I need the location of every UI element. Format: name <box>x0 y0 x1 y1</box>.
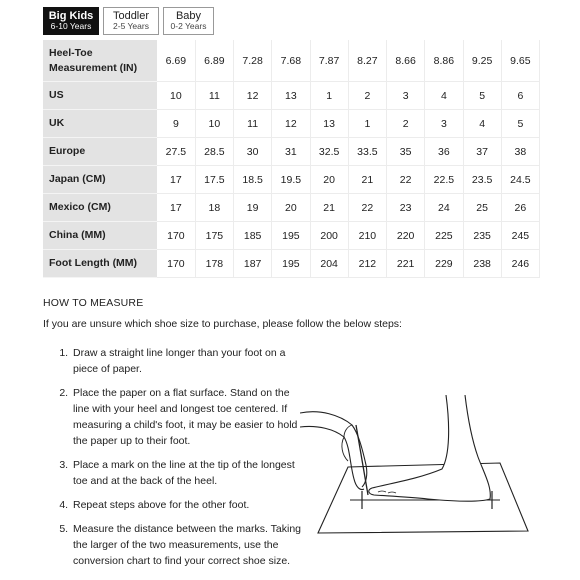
table-cell: 13 <box>310 110 348 138</box>
table-cell: 200 <box>310 222 348 250</box>
measure-step: 1. Draw a straight line longer than your foot on a piece of paper. <box>71 345 306 377</box>
table-cell: 37 <box>463 138 501 166</box>
age-group-tabs <box>43 7 214 35</box>
table-cell: 19 <box>234 194 272 222</box>
row-header: Foot Length (MM) <box>43 250 157 278</box>
table-cell: 245 <box>501 222 539 250</box>
table-cell: 8.86 <box>425 40 463 82</box>
table-row <box>43 138 540 166</box>
table-cell: 178 <box>195 250 233 278</box>
table-cell: 24 <box>425 194 463 222</box>
row-header: China (MM) <box>43 222 157 250</box>
row-header: Europe <box>43 138 157 166</box>
table-cell: 221 <box>387 250 425 278</box>
table-row <box>43 40 540 82</box>
table-cell: 11 <box>234 110 272 138</box>
table-cell: 28.5 <box>195 138 233 166</box>
table-cell: 246 <box>501 250 539 278</box>
table-cell: 22 <box>387 166 425 194</box>
tab-label: Big Kids <box>48 9 94 22</box>
tab-label: Toddler <box>112 9 150 22</box>
table-cell: 22.5 <box>425 166 463 194</box>
table-cell: 175 <box>195 222 233 250</box>
table-cell: 6.89 <box>195 40 233 82</box>
table-cell: 170 <box>157 250 195 278</box>
table-cell: 204 <box>310 250 348 278</box>
measure-step: 2. Place the paper on a flat surface. Stand on the line with your heel and longest toe centered. If measuring a child's foot, it may be easier to hold the paper up to their foot. <box>71 385 306 449</box>
measure-step: 3. Place a mark on the line at the tip of the longest toe and at the back of the heel. <box>71 457 306 489</box>
table-cell: 6.69 <box>157 40 195 82</box>
tab-label: Baby <box>175 9 202 22</box>
row-header: US <box>43 82 157 110</box>
how-to-measure-intro: If you are unsure which shoe size to purchase, please follow the below steps: <box>43 318 402 330</box>
table-cell: 24.5 <box>501 166 539 194</box>
table-cell: 5 <box>501 110 539 138</box>
table-cell: 2 <box>387 110 425 138</box>
table-cell: 8.66 <box>387 40 425 82</box>
table-cell: 170 <box>157 222 195 250</box>
table-cell: 3 <box>425 110 463 138</box>
tab-sublabel: 2-5 Years <box>113 21 149 32</box>
row-header: Japan (CM) <box>43 166 157 194</box>
table-cell: 5 <box>463 82 501 110</box>
measure-steps-list <box>59 345 306 577</box>
table-cell: 12 <box>234 82 272 110</box>
table-cell: 21 <box>310 194 348 222</box>
tab-toddler[interactable] <box>103 7 159 35</box>
table-cell: 17 <box>157 194 195 222</box>
table-cell: 18 <box>195 194 233 222</box>
table-cell: 30 <box>234 138 272 166</box>
table-cell: 25 <box>463 194 501 222</box>
table-cell: 23 <box>387 194 425 222</box>
table-cell: 7.68 <box>272 40 310 82</box>
table-cell: 210 <box>348 222 386 250</box>
table-cell: 229 <box>425 250 463 278</box>
table-row <box>43 222 540 250</box>
table-cell: 19.5 <box>272 166 310 194</box>
size-chart-table <box>43 40 540 278</box>
table-cell: 9.25 <box>463 40 501 82</box>
table-cell: 9.65 <box>501 40 539 82</box>
table-cell: 11 <box>195 82 233 110</box>
table-cell: 33.5 <box>348 138 386 166</box>
table-cell: 195 <box>272 250 310 278</box>
table-cell: 26 <box>501 194 539 222</box>
table-cell: 225 <box>425 222 463 250</box>
table-cell: 187 <box>234 250 272 278</box>
table-cell: 10 <box>157 82 195 110</box>
row-header: UK <box>43 110 157 138</box>
tab-sublabel: 6-10 Years <box>50 21 92 32</box>
table-cell: 1 <box>348 110 386 138</box>
tab-baby[interactable] <box>163 7 214 35</box>
table-cell: 38 <box>501 138 539 166</box>
table-cell: 13 <box>272 82 310 110</box>
table-cell: 31 <box>272 138 310 166</box>
table-cell: 1 <box>310 82 348 110</box>
table-cell: 185 <box>234 222 272 250</box>
table-row <box>43 250 540 278</box>
table-cell: 220 <box>387 222 425 250</box>
table-cell: 17.5 <box>195 166 233 194</box>
table-cell: 35 <box>387 138 425 166</box>
table-row <box>43 194 540 222</box>
table-cell: 10 <box>195 110 233 138</box>
table-row <box>43 82 540 110</box>
table-cell: 235 <box>463 222 501 250</box>
table-cell: 21 <box>348 166 386 194</box>
row-header: Heel-Toe Measurement (IN) <box>43 40 157 82</box>
tab-big-kids[interactable] <box>43 7 99 35</box>
table-cell: 36 <box>425 138 463 166</box>
table-row <box>43 110 540 138</box>
table-cell: 6 <box>501 82 539 110</box>
measure-step: 4. Repeat steps above for the other foot. <box>71 497 306 513</box>
row-header: Mexico (CM) <box>43 194 157 222</box>
table-cell: 2 <box>348 82 386 110</box>
how-to-measure-heading: HOW TO MEASURE <box>43 297 144 309</box>
table-cell: 17 <box>157 166 195 194</box>
table-cell: 32.5 <box>310 138 348 166</box>
table-cell: 7.28 <box>234 40 272 82</box>
table-cell: 9 <box>157 110 195 138</box>
measure-step: 5. Measure the distance between the marks. Taking the larger of the two measurements, use the conversion chart to find your correct shoe size. <box>71 521 306 569</box>
foot-measuring-illustration <box>300 395 535 545</box>
table-cell: 195 <box>272 222 310 250</box>
table-cell: 20 <box>272 194 310 222</box>
table-cell: 18.5 <box>234 166 272 194</box>
table-cell: 8.27 <box>348 40 386 82</box>
table-cell: 20 <box>310 166 348 194</box>
table-cell: 4 <box>425 82 463 110</box>
table-cell: 12 <box>272 110 310 138</box>
table-cell: 27.5 <box>157 138 195 166</box>
tab-sublabel: 0-2 Years <box>170 21 207 32</box>
table-cell: 23.5 <box>463 166 501 194</box>
table-cell: 3 <box>387 82 425 110</box>
table-cell: 238 <box>463 250 501 278</box>
table-cell: 22 <box>348 194 386 222</box>
table-cell: 212 <box>348 250 386 278</box>
table-row <box>43 166 540 194</box>
table-cell: 4 <box>463 110 501 138</box>
table-cell: 7.87 <box>310 40 348 82</box>
